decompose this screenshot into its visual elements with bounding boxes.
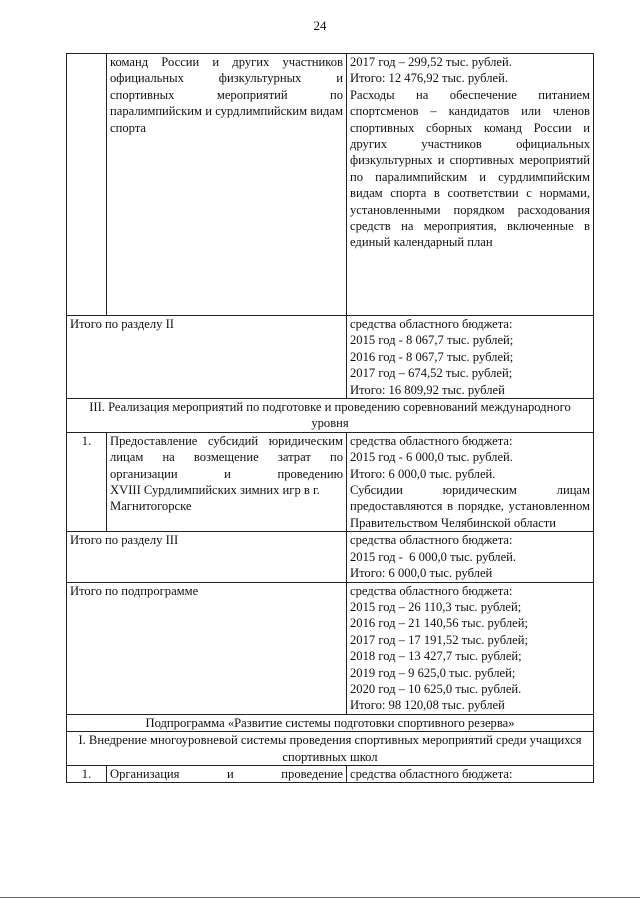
funding-cell [347, 532, 594, 582]
section-header [67, 732, 594, 766]
funding-line: средства областного бюджета: [350, 533, 513, 548]
subprogram-header-row [67, 714, 594, 731]
table-row [67, 54, 594, 316]
description-cell [107, 765, 347, 782]
total-label: Итого по подпрограмме [70, 583, 199, 598]
item-description-tail: XVIII Сурдлимпийских зимних игр в г. Магнитогорске [110, 483, 320, 514]
page-edge-line [0, 897, 640, 898]
page-number: 24 [313, 18, 327, 33]
funding-line: 2020 год – 10 625,0 тыс. рублей. [350, 681, 522, 696]
item-description: Предоставление субсидий юридическим лицам на возмещение затрат по организации и проведению [110, 433, 343, 481]
funding-line: Итого: 16 809,92 тыс. рублей [350, 382, 505, 397]
subprogram-header [67, 714, 594, 731]
funding-cell [347, 316, 594, 399]
num-cell [67, 765, 107, 782]
section-total-row [67, 532, 594, 582]
funding-line: 2017 год – 674,52 тыс. рублей; [350, 366, 513, 381]
description-cell [107, 54, 347, 316]
funding-line: 2019 год – 9 625,0 тыс. рублей; [350, 665, 516, 680]
funding-line: 2015 год - 6 000,0 тыс. рублей. [350, 450, 513, 465]
funding-line: средства областного бюджета: [350, 766, 513, 781]
funding-line: средства областного бюджета: [350, 317, 513, 331]
funding-line: Итого: 98 120,08 тыс. рублей [350, 698, 505, 713]
subprogram-title: Подпрограмма «Развитие системы подготовки спортивного резерва» [145, 715, 515, 730]
funding-line: средства областного бюджета: [350, 433, 513, 448]
section-header-row [67, 732, 594, 766]
funding-line: 2016 год – 21 140,56 тыс. рублей; [350, 616, 528, 631]
table-row [67, 765, 594, 782]
section-total-row [67, 316, 594, 399]
funding-line: 2017 год – 17 191,52 тыс. рублей; [350, 632, 528, 647]
section-title: III. Реализация мероприятий по подготовке и проведению соревнований международного уровня [89, 400, 571, 431]
funding-line: 2016 год - 8 067,7 тыс. рублей; [350, 349, 514, 364]
section-title: I. Внедрение многоуровневой системы проведения спортивных мероприятий среди учащихся спортивных школ [78, 733, 582, 764]
funding-line: Итого: 12 476,92 тыс. рублей. [350, 71, 509, 86]
table-row [67, 432, 594, 531]
description-cell [107, 432, 347, 531]
funding-line: средства областного бюджета: [350, 583, 513, 598]
total-label: Итого по разделу III [70, 533, 179, 548]
item-description: Организация и проведение [110, 766, 343, 781]
num-cell [67, 432, 107, 531]
budget-table [66, 53, 594, 783]
funding-note: Субсидии юридическим лицам предоставляются в порядке, установленном Правительством Челябинской области [350, 483, 590, 530]
item-number: 1. [81, 766, 92, 781]
section-header [67, 399, 594, 433]
total-label: Итого по разделу II [70, 317, 174, 331]
funding-line: 2015 год - 8 067,7 тыс. рублей; [350, 333, 514, 348]
num-cell [67, 54, 107, 316]
subprogram-total-row [67, 582, 594, 714]
item-number: 1. [81, 433, 92, 448]
total-label-cell [67, 316, 347, 399]
funding-line: 2018 год – 13 427,7 тыс. рублей; [350, 649, 522, 664]
funding-line: Итого: 6 000,0 тыс. рублей. [350, 466, 496, 481]
funding-line: 2015 год – 26 110,3 тыс. рублей; [350, 599, 522, 614]
total-label-cell [67, 532, 347, 582]
section-header-row [67, 399, 594, 433]
funding-note: Расходы на обеспечение питанием спортсменов – кандидатов или членов спортивных сборных команд России и других участников официальных физкультурных и спортивных мероприятий по паралимпийским и сурдлимпийским видам спорта в соответствии с нормами, установленными порядком расходования средств на мероприятия, включенные в единый календарный план [350, 87, 590, 250]
funding-cell [347, 582, 594, 714]
funding-line: 2015 год - 6 000,0 тыс. рублей. [350, 549, 517, 564]
funding-line: Итого: 6 000,0 тыс. рублей [350, 566, 493, 581]
funding-cell [347, 432, 594, 531]
total-label-cell [67, 582, 347, 714]
funding-cell [347, 765, 594, 782]
funding-cell [347, 54, 594, 316]
row1-description: команд России и других участников официальных физкультурных и спортивных мероприятий по паралимпийским и сурдлимпийским видам спорта [110, 55, 343, 135]
funding-line: 2017 год – 299,52 тыс. рублей. [350, 55, 512, 69]
